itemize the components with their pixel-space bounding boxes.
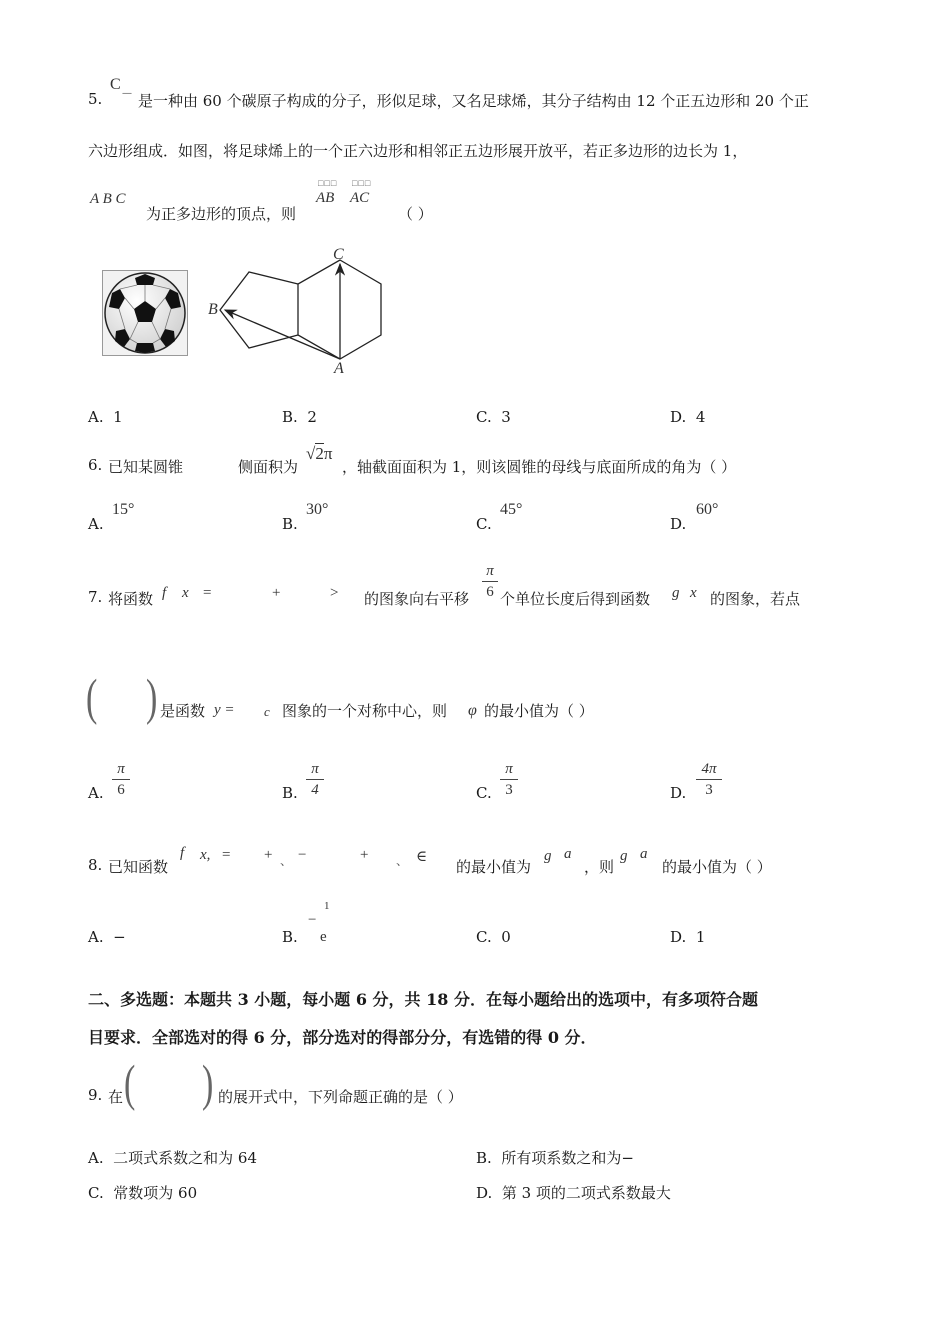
label-b: B: [208, 301, 218, 318]
q6-option-a-text: 15°: [112, 501, 135, 518]
soccer-ball-icon: [103, 271, 187, 355]
vector-ab-arrow: [225, 310, 340, 359]
sqrt-icon: √: [306, 444, 316, 463]
c60-symbol: C: [110, 76, 121, 93]
section2-heading-line2: 目要求．全部选对的得 6 分，部分选对的得部分分，有选错的得 0 分．: [88, 1028, 597, 1047]
q8-option-d[interactable]: [670, 928, 705, 946]
q8-option-b-key[interactable]: B.: [282, 928, 298, 946]
q8-comma1: 、: [280, 854, 293, 868]
q5-option-b[interactable]: [282, 408, 317, 426]
q7-option-a-key[interactable]: A.: [88, 784, 104, 802]
option-key: C.: [476, 408, 492, 426]
q6-option-b-key[interactable]: B.: [282, 515, 298, 533]
q9-option-a[interactable]: [88, 1147, 257, 1168]
q8-option-a[interactable]: [88, 928, 126, 946]
q7-option-d-key[interactable]: D.: [670, 784, 687, 802]
q9-option-d[interactable]: [476, 1182, 671, 1203]
option-key: C.: [476, 928, 492, 946]
q8-part1: 已知函数: [108, 858, 169, 876]
option-key: B.: [282, 408, 298, 426]
binomial-paren-left: (: [124, 1056, 136, 1112]
q8-g2: g: [620, 848, 628, 864]
q7-f: f: [162, 585, 167, 601]
frac-num: π: [117, 761, 125, 777]
frac-bar: [482, 581, 498, 582]
option-text: 1: [113, 408, 123, 426]
q8-plus2: +: [360, 847, 369, 863]
frac-den: 6: [486, 584, 494, 600]
frac-den: 6: [117, 782, 125, 798]
q6-option-a-key[interactable]: A.: [88, 515, 104, 533]
vector-ac-label: AC: [350, 190, 370, 206]
option-text: −: [113, 928, 126, 946]
option-text: 4: [695, 408, 706, 426]
option-text: 第 3 项的二项式系数最大: [501, 1184, 671, 1202]
q7-option-d-fraction: [696, 760, 722, 799]
label-a: A: [334, 360, 344, 377]
frac-num: 4π: [701, 761, 717, 777]
q6-part2: 侧面积为: [238, 458, 299, 476]
q7-part4: 的图象，若点: [710, 590, 801, 608]
q7-c: c: [264, 704, 270, 719]
q8-option-b-text: e: [320, 929, 327, 945]
option-key: D.: [670, 408, 687, 426]
q7-part5: 是函数: [160, 702, 206, 720]
option-text: 1: [695, 928, 706, 946]
option-key: D.: [476, 1184, 493, 1202]
q5-number: 5.: [88, 90, 103, 108]
frac-den: 4: [311, 782, 319, 798]
option-text: 常数项为 60: [113, 1184, 198, 1202]
q9-part2: 的展开式中，下列命题正确的是（ ）: [218, 1088, 463, 1106]
q6-part3: ，轴截面面积为 1，则该圆锥的母线与底面所成的角为（ ）: [342, 458, 737, 476]
q7-phi: φ: [468, 702, 477, 719]
q7-part1: 将函数: [108, 590, 154, 608]
q5-line2: 六边形组成．如图，将足球烯上的一个正六边形和相邻正五边形展开放平，若正多边形的边长为 1，: [88, 142, 748, 160]
q8-eq: =: [222, 847, 231, 863]
q8-x: x,: [200, 847, 211, 863]
q8-comma2: 、: [396, 854, 409, 868]
q9-part1: 在: [108, 1088, 124, 1106]
q6-option-c-key[interactable]: C.: [476, 515, 492, 533]
q8-part4: 的最小值为（ ）: [662, 858, 772, 876]
option-key: A.: [88, 1149, 104, 1167]
q8-option-b-prefix: −: [308, 912, 317, 928]
pi-symbol: π: [323, 444, 333, 463]
q6-option-d-text: 60°: [696, 501, 719, 518]
q6-part1: 已知某圆锥: [108, 458, 184, 476]
option-key: B.: [476, 1149, 492, 1167]
section2-heading-line1: 二、多选题：本题共 3 小题，每小题 6 分，共 18 分．在每小题给出的选项中，有多项符合题: [88, 990, 758, 1009]
polygon-diagram: [200, 240, 400, 380]
option-text: 3: [501, 408, 511, 426]
sqrt-expression: [306, 444, 332, 464]
option-key: C.: [88, 1184, 104, 1202]
q8-in: ∈: [416, 849, 428, 865]
point-paren-left: (: [86, 670, 98, 726]
q6-number: 6.: [88, 456, 103, 474]
q9-option-c[interactable]: [88, 1182, 197, 1203]
q8-minus: −: [298, 847, 307, 863]
q7-option-c-key[interactable]: C.: [476, 784, 492, 802]
q8-part2: 的最小值为: [456, 858, 532, 876]
q8-g: g: [544, 848, 552, 864]
q7-part7: 的最小值为（ ）: [484, 702, 594, 720]
q5-option-a[interactable]: [88, 408, 123, 426]
binomial-paren-right: ): [202, 1056, 214, 1112]
q8-number: 8.: [88, 856, 103, 874]
option-key: A.: [88, 408, 104, 426]
q7-shift-fraction: [482, 562, 498, 601]
q7-y: y =: [214, 702, 235, 718]
frac-bar: [112, 779, 130, 780]
q5-vertices: A B C: [90, 191, 126, 207]
q7-option-a-fraction: [112, 760, 130, 799]
q9-number: 9.: [88, 1086, 103, 1104]
option-text: 二项式系数之和为 64: [113, 1149, 258, 1167]
q8-a: a: [564, 846, 572, 862]
vector-ab: [316, 178, 338, 207]
q7-gt: >: [330, 585, 339, 601]
q5-answer-paren: （ ）: [398, 205, 433, 223]
frac-num: π: [505, 761, 513, 777]
q7-part3: 个单位长度后得到函数: [500, 590, 651, 608]
q8-a2: a: [640, 846, 648, 862]
q7-option-c-fraction: [500, 760, 518, 799]
q7-option-b-key[interactable]: B.: [282, 784, 298, 802]
c60-subscript: —: [122, 88, 132, 99]
frac-num: π: [486, 563, 494, 579]
vector-ac: [350, 178, 372, 207]
frac-den: 3: [505, 782, 513, 798]
soccer-ball-image: [102, 270, 188, 356]
q8-part3: ，则: [584, 858, 615, 876]
q8-f: f: [180, 845, 185, 861]
q5-line1: 是一种由 60 个碳原子构成的分子，形似足球，又名足球烯，其分子结构由 12 个正五边形和 20 个正: [138, 92, 809, 110]
q9-option-b[interactable]: [476, 1147, 634, 1168]
q5-option-d[interactable]: [670, 408, 705, 426]
point-paren-right: ): [146, 670, 158, 726]
option-text: 所有项系数之和为−: [501, 1149, 634, 1167]
vector-arrow-icon: □□□: [318, 178, 338, 188]
option-text: 2: [307, 408, 317, 426]
q8-option-c[interactable]: [476, 928, 511, 946]
option-key: A.: [88, 928, 104, 946]
frac-bar: [696, 779, 722, 780]
q7-part2: 的图象向右平移: [364, 590, 470, 608]
option-key: D.: [670, 928, 687, 946]
q7-x: x: [182, 585, 189, 601]
q7-g: g: [672, 585, 680, 601]
frac-bar: [500, 779, 518, 780]
q7-option-b-fraction: [306, 760, 324, 799]
frac-num: π: [311, 761, 319, 777]
q6-option-c-text: 45°: [500, 501, 523, 518]
q7-plus: +: [272, 585, 281, 601]
q5-line3: 为正多边形的顶点，则: [146, 205, 297, 223]
q7-gx: x: [690, 585, 697, 601]
q8-plus1: +: [264, 847, 273, 863]
q6-option-b-text: 30°: [306, 501, 329, 518]
vector-arrow-icon: □□□: [352, 178, 372, 188]
frac-den: 3: [705, 782, 713, 798]
q5-option-c[interactable]: [476, 408, 511, 426]
q8-option-b-sup: 1: [324, 900, 330, 912]
label-c: C: [333, 246, 344, 263]
vector-ab-label: AB: [316, 190, 335, 206]
sqrt-arg: 2: [315, 444, 324, 463]
option-text: 0: [501, 928, 511, 946]
q7-number: 7.: [88, 588, 103, 606]
q6-option-d-key[interactable]: D.: [670, 515, 687, 533]
q7-eq: =: [203, 585, 212, 601]
frac-bar: [306, 779, 324, 780]
q7-part6: 图象的一个对称中心，则: [282, 702, 448, 720]
